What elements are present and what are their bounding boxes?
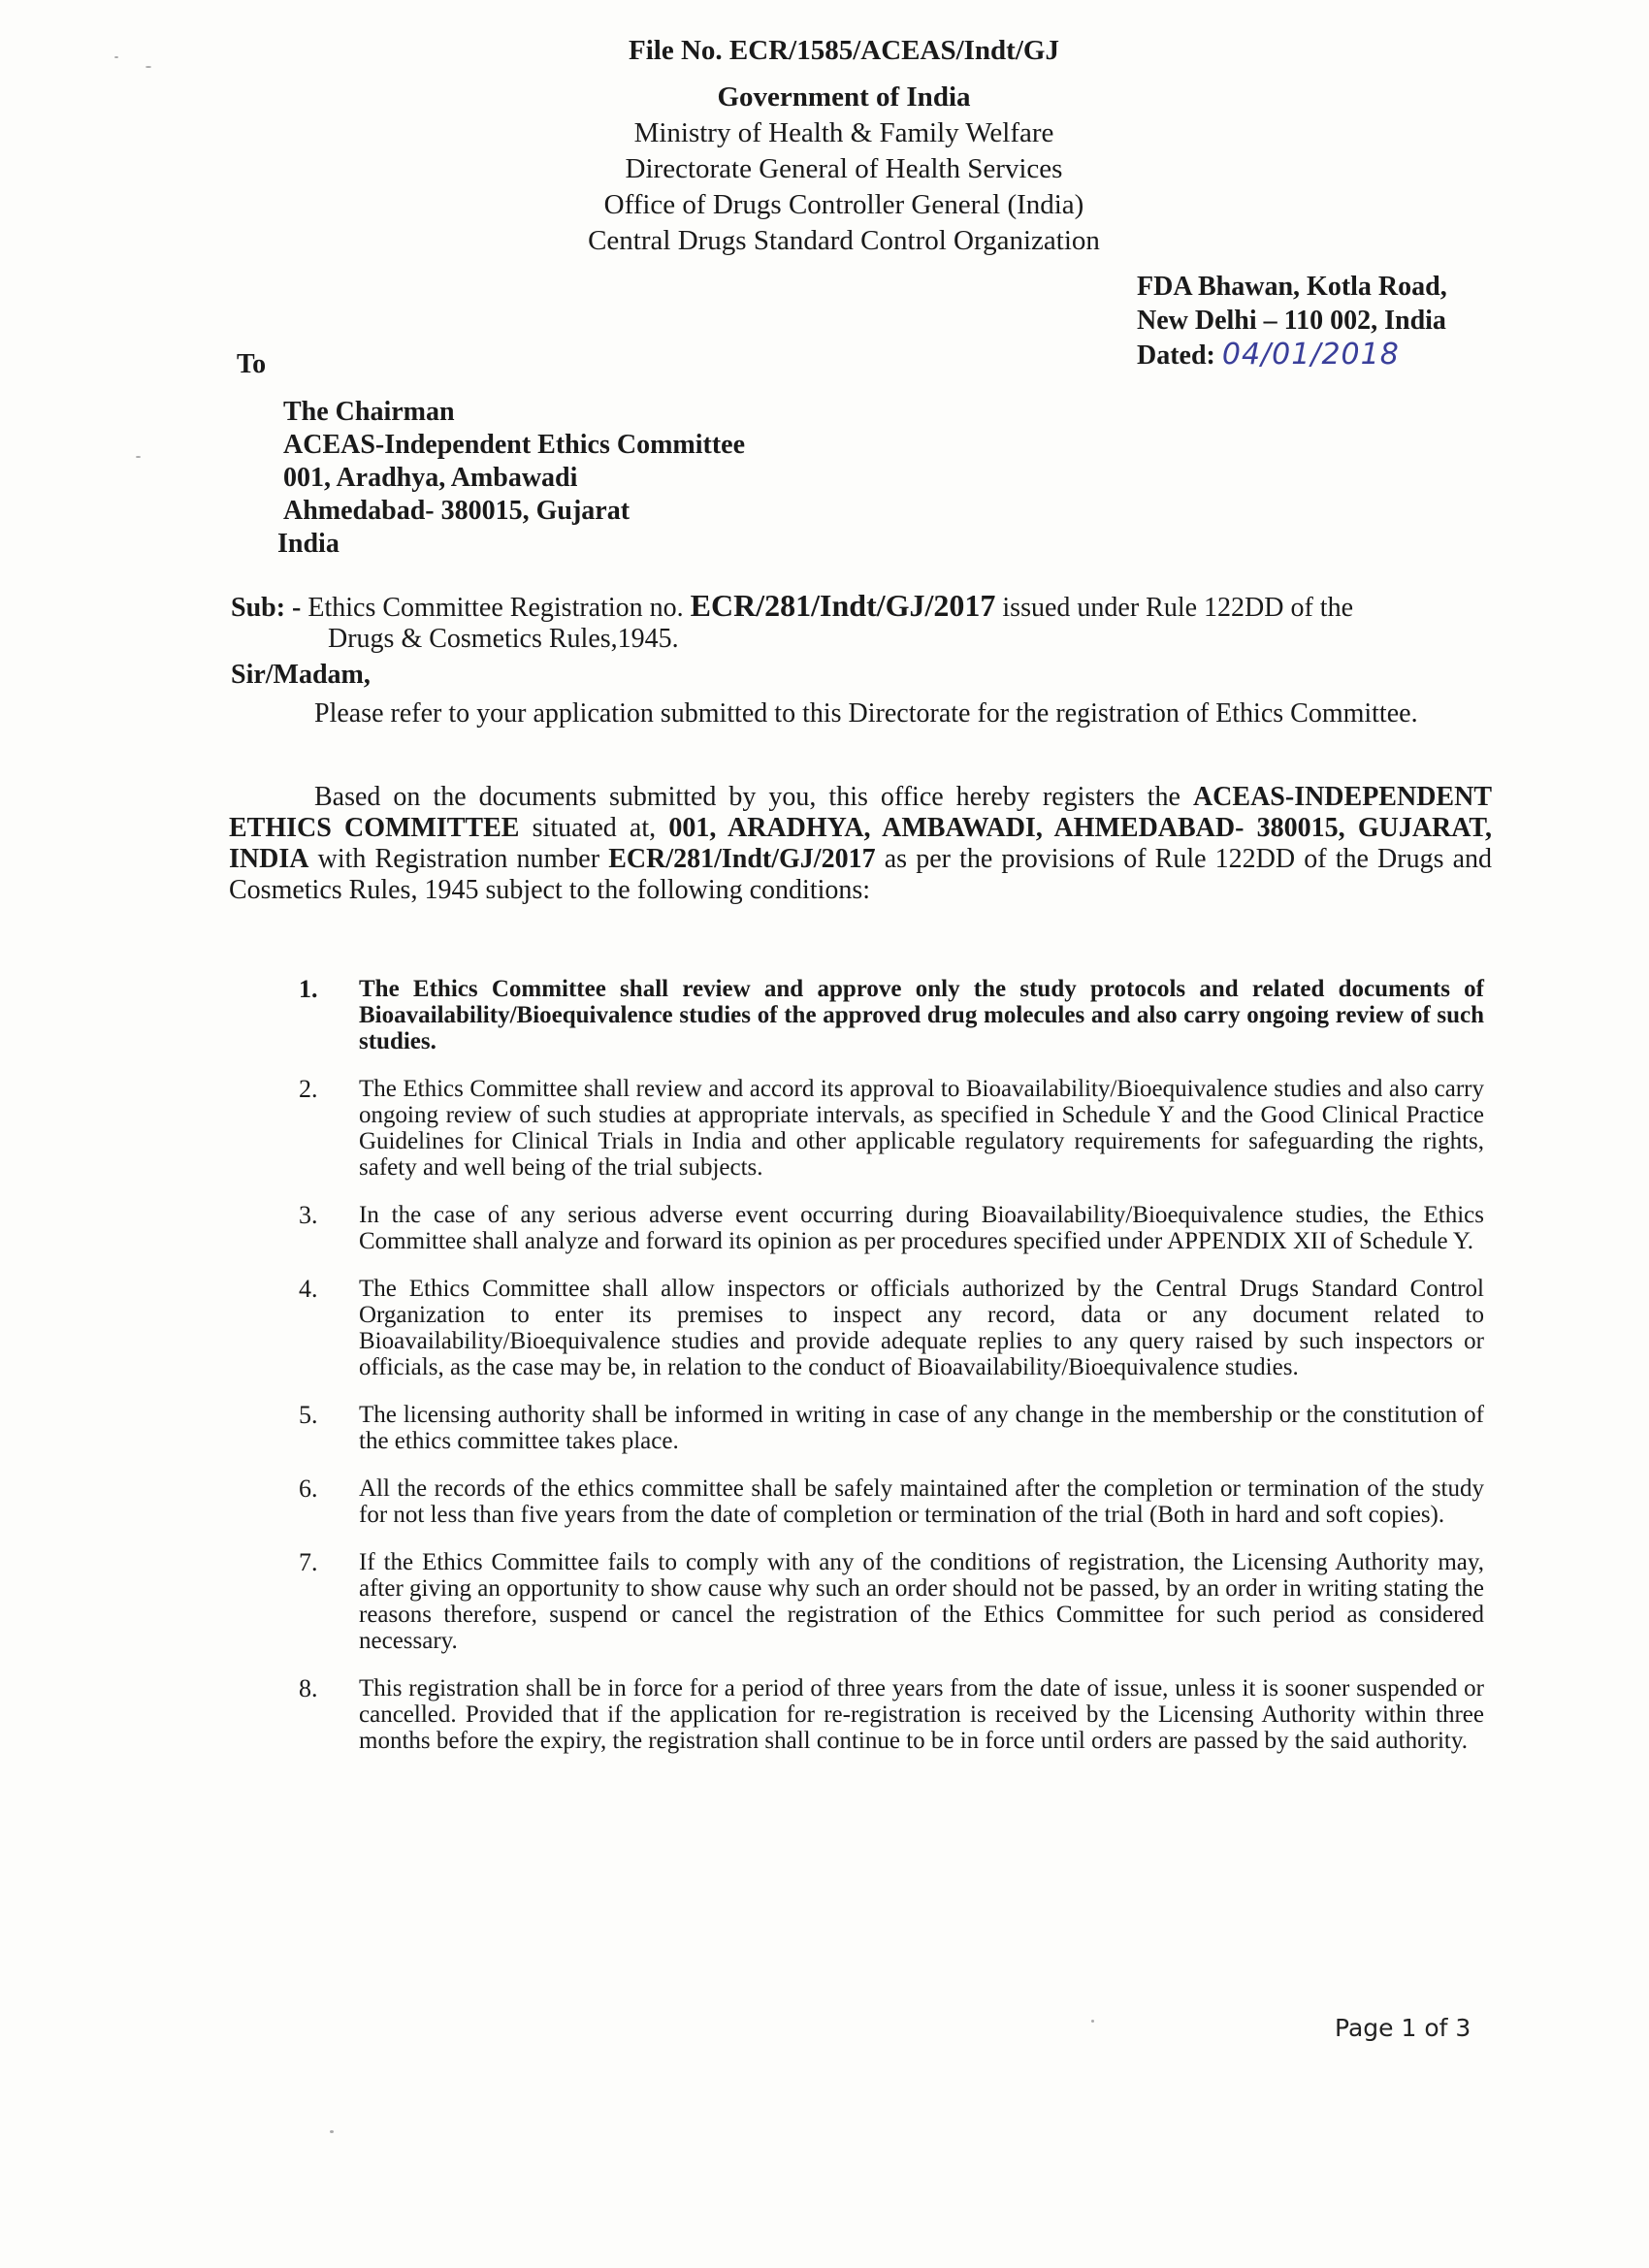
office-address-line: FDA Bhawan, Kotla Road, — [1137, 272, 1447, 302]
letterhead-line: Office of Drugs Controller General (India) — [603, 189, 1084, 220]
condition-item — [291, 1402, 1484, 1454]
registration-number: ECR/281/Indt/GJ/2017 — [608, 844, 876, 874]
condition-text: This registration shall be in force for a period of three years from the date of issue, unless it is sooner suspended or cancelled. Provided that if the application for re-registration is received by the Licensing Authority within three months before the expiry, the registration shall continue to be in force until orders are passed by the said authority. — [359, 1675, 1484, 1754]
scan-speck — [136, 456, 141, 458]
scan-speck — [146, 66, 151, 68]
page-number: Page 1 of 3 — [1335, 2014, 1471, 2042]
recipient-org: ACEAS-Independent Ethics Committee — [283, 430, 745, 460]
registration-paragraph — [229, 782, 1492, 906]
paragraph-text: Based on the documents submitted by you, this office hereby registers the — [314, 782, 1180, 812]
office-address-line: New Delhi – 110 002, India — [1137, 306, 1446, 336]
paragraph-text: as per the provisions of Rule 122DD of the Drugs and Cosmetics Rules, 1945 subject to the following conditions: — [229, 844, 1493, 905]
condition-text: In the case of any serious adverse event occurring during Bioavailability/Bioequivalence studies, the Ethics Committee shall analyze and forward its opinion as per procedures specified under APPENDIX XII of Schedule Y. — [359, 1202, 1484, 1254]
condition-number: 1. — [299, 975, 318, 1003]
condition-item — [291, 976, 1484, 1054]
subject-line — [231, 590, 1492, 655]
paragraph-text: Please refer to your application submitted to this Directorate for the registration of Ethics Committee. — [314, 698, 1418, 729]
handwritten-date: 04/01/2018 — [1221, 338, 1400, 372]
registration-number: ECR/281/Indt/GJ/2017 — [690, 588, 996, 623]
condition-item — [291, 1675, 1484, 1754]
condition-text: The Ethics Committee shall allow inspectors or officials authorized by the Central Drugs Standard Control Organization to enter its premises to inspect any record, data or any document related to Bioavailability/Bioequivalence studies and provide adequate replies to any query raised by such inspectors or officials, as the case may be, in relation to the conduct of Bioavailability/Bioequivalence studies. — [359, 1276, 1484, 1380]
condition-number: 4. — [299, 1275, 318, 1303]
recipient-title: The Chairman — [283, 397, 455, 427]
date-line — [1137, 338, 1447, 373]
recipient-country: India — [277, 529, 340, 559]
scan-speck — [114, 56, 118, 58]
scan-speck — [330, 2130, 334, 2133]
paragraph-text: with Registration number — [317, 844, 600, 874]
scan-speck — [1091, 2020, 1094, 2023]
condition-text: The licensing authority shall be informed in writing in case of any change in the membership or the constitution of the ethics committee takes place. — [359, 1402, 1484, 1454]
condition-item — [291, 1475, 1484, 1528]
conditions-list — [291, 976, 1484, 1775]
condition-text: If the Ethics Committee fails to comply with any of the conditions of registration, the Licensing Authority may, after giving an opportunity to show cause why such an order should not be passed, by an order in writing stating the reasons therefore, suspend or cancel the registration of the Ethics Committee for such period as considered necessary. — [359, 1549, 1484, 1654]
condition-item — [291, 1276, 1484, 1380]
intro-paragraph — [229, 698, 1492, 729]
salutation: Sir/Madam, — [231, 660, 371, 690]
subject-label: Sub: - — [231, 593, 302, 623]
letterhead-line: Central Drugs Standard Control Organization — [588, 225, 1100, 256]
condition-number: 3. — [299, 1201, 318, 1229]
paragraph-text: situated at, — [532, 813, 657, 843]
condition-text: All the records of the ethics committee shall be safely maintained after the completion or termination of the study for not less than five years from the date of completion or termination of the trial (Both in hard and soft copies). — [359, 1475, 1484, 1528]
condition-text: The Ethics Committee shall review and approve only the study protocols and related documents of Bioavailability/Bioequivalence studies of the approved drug molecules and also carry ongoing review of such studies. — [359, 976, 1484, 1054]
condition-item — [291, 1202, 1484, 1254]
subject-text: Ethics Committee Registration no. — [307, 593, 684, 623]
condition-number: 5. — [299, 1401, 318, 1429]
dated-label: Dated: — [1137, 340, 1215, 371]
condition-item — [291, 1549, 1484, 1654]
recipient-address-line: Ahmedabad- 380015, Gujarat — [283, 496, 630, 526]
recipient-address-line: 001, Aradhya, Ambawadi — [283, 463, 578, 493]
committee-name: ACEAS-INDEPENDENT ETHICS COMMITTEE — [229, 782, 1492, 843]
to-label: To — [237, 349, 267, 379]
letterhead-line: Directorate General of Health Services — [625, 153, 1063, 184]
condition-item — [291, 1076, 1484, 1181]
condition-number: 8. — [299, 1674, 318, 1702]
condition-number: 2. — [299, 1075, 318, 1103]
recipient-address — [277, 396, 745, 561]
condition-text: The Ethics Committee shall review and accord its approval to Bioavailability/Bioequivalence studies and also carry ongoing review of such studies at appropriate intervals, as specified in Schedule Y and the Good Clinical Practice Guidelines for Clinical Trials in India and other applicable regulatory requirements for safeguarding the rights, safety and well being of the trial subjects. — [359, 1076, 1484, 1181]
condition-number: 6. — [299, 1474, 318, 1503]
letterhead-line: Ministry of Health & Family Welfare — [633, 117, 1054, 148]
committee-address: 001, ARADHYA, AMBAWADI, AHMEDABAD- 380015, GUJARAT, INDIA — [229, 813, 1492, 874]
subject-text: issued under Rule 122DD of the — [1002, 593, 1353, 623]
subject-text: Drugs & Cosmetics Rules,1945. — [328, 624, 679, 654]
condition-number: 7. — [299, 1548, 318, 1576]
letterhead-line: Government of India — [717, 81, 971, 113]
office-address — [1137, 270, 1447, 373]
file-number: File No. ECR/1585/ACEAS/Indt/GJ — [629, 35, 1059, 66]
letterhead — [39, 80, 1649, 259]
